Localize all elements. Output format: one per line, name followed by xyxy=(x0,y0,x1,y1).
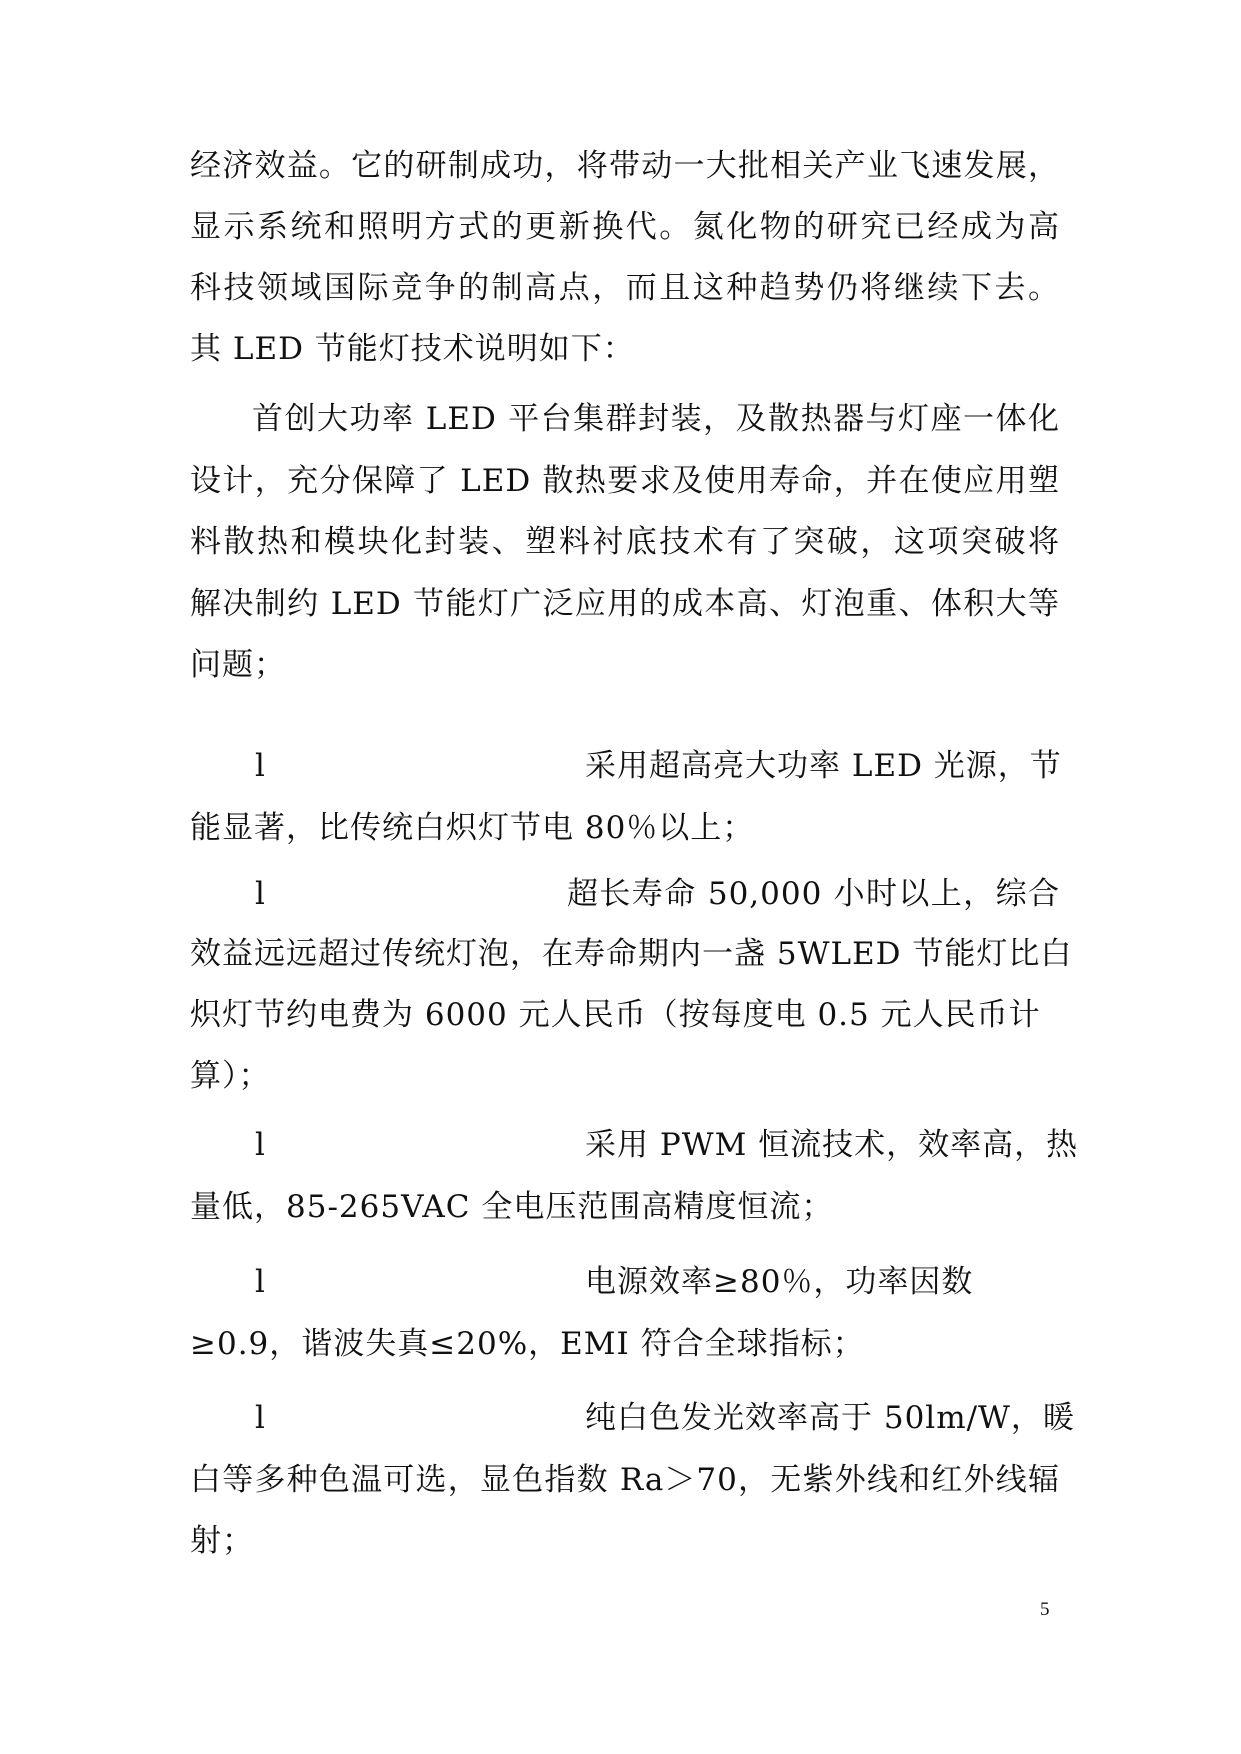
bullet-1-marker: l xyxy=(255,748,265,784)
bullet-4-line-2: ≥0.9，谐波失真≤20%，EMI 符合全球指标； xyxy=(190,1326,865,1362)
bullet-2-line-1: 超长寿命 50,000 小时以上，综合 xyxy=(567,876,1060,912)
paragraph-2-line-5: 问题； xyxy=(190,647,286,683)
bullet-5-line-1: 纯白色发光效率高于 50lm/W，暖 xyxy=(585,1400,1075,1436)
paragraph-2-line-3: 料散热和模块化封装、塑料衬底技术有了突破，这项突破将 xyxy=(190,524,1060,560)
bullet-2-line-2: 效益远远超过传统灯泡，在寿命期内一盏 5WLED 节能灯比白 xyxy=(190,936,1073,972)
bullet-1-line-1: 采用超高亮大功率 LED 光源，节 xyxy=(585,748,1062,784)
bullet-5-line-3: 射； xyxy=(190,1523,254,1559)
paragraph-1-line-2: 显示系统和照明方式的更新换代。氮化物的研究已经成为高 xyxy=(190,209,1060,245)
page-number: 5 xyxy=(1040,1599,1050,1620)
bullet-5-marker: l xyxy=(255,1400,265,1436)
bullet-2-line-3: 炽灯节约电费为 6000 元人民币（按每度电 0.5 元人民币计 xyxy=(190,997,1041,1033)
bullet-3-marker: l xyxy=(255,1127,265,1163)
bullet-2-line-4: 算）； xyxy=(190,1058,271,1094)
paragraph-2-line-4: 解决制约 LED 节能灯广泛应用的成本高、灯泡重、体积大等 xyxy=(190,586,1060,622)
bullet-4-marker: l xyxy=(255,1264,265,1300)
paragraph-1-line-3: 科技领域国际竞争的制高点，而且这种趋势仍将继续下去。 xyxy=(190,270,1060,306)
bullet-2-marker: l xyxy=(255,876,265,912)
bullet-4-line-1: 电源效率≥80％，功率因数 xyxy=(585,1264,974,1300)
bullet-3-line-2: 量低，85-265VAC 全电压范围高精度恒流； xyxy=(190,1189,834,1225)
paragraph-1-line-1: 经济效益。它的研制成功，将带动一大批相关产业飞速发展， xyxy=(190,148,1060,184)
paragraph-1-line-4: 其 LED 节能灯技术说明如下： xyxy=(190,331,635,367)
paragraph-2-line-2: 设计，充分保障了 LED 散热要求及使用寿命，并在使应用塑 xyxy=(190,463,1060,499)
bullet-3-line-1: 采用 PWM 恒流技术，效率高，热 xyxy=(585,1127,1079,1163)
bullet-5-line-2: 白等多种色温可选，显色指数 Ra＞70，无紫外线和红外线辐 xyxy=(190,1462,1060,1498)
paragraph-2-line-1: 首创大功率 LED 平台集群封装，及散热器与灯座一体化 xyxy=(252,401,1060,437)
bullet-1-line-2: 能显著，比传统白炽灯节电 80％以上； xyxy=(190,810,755,846)
